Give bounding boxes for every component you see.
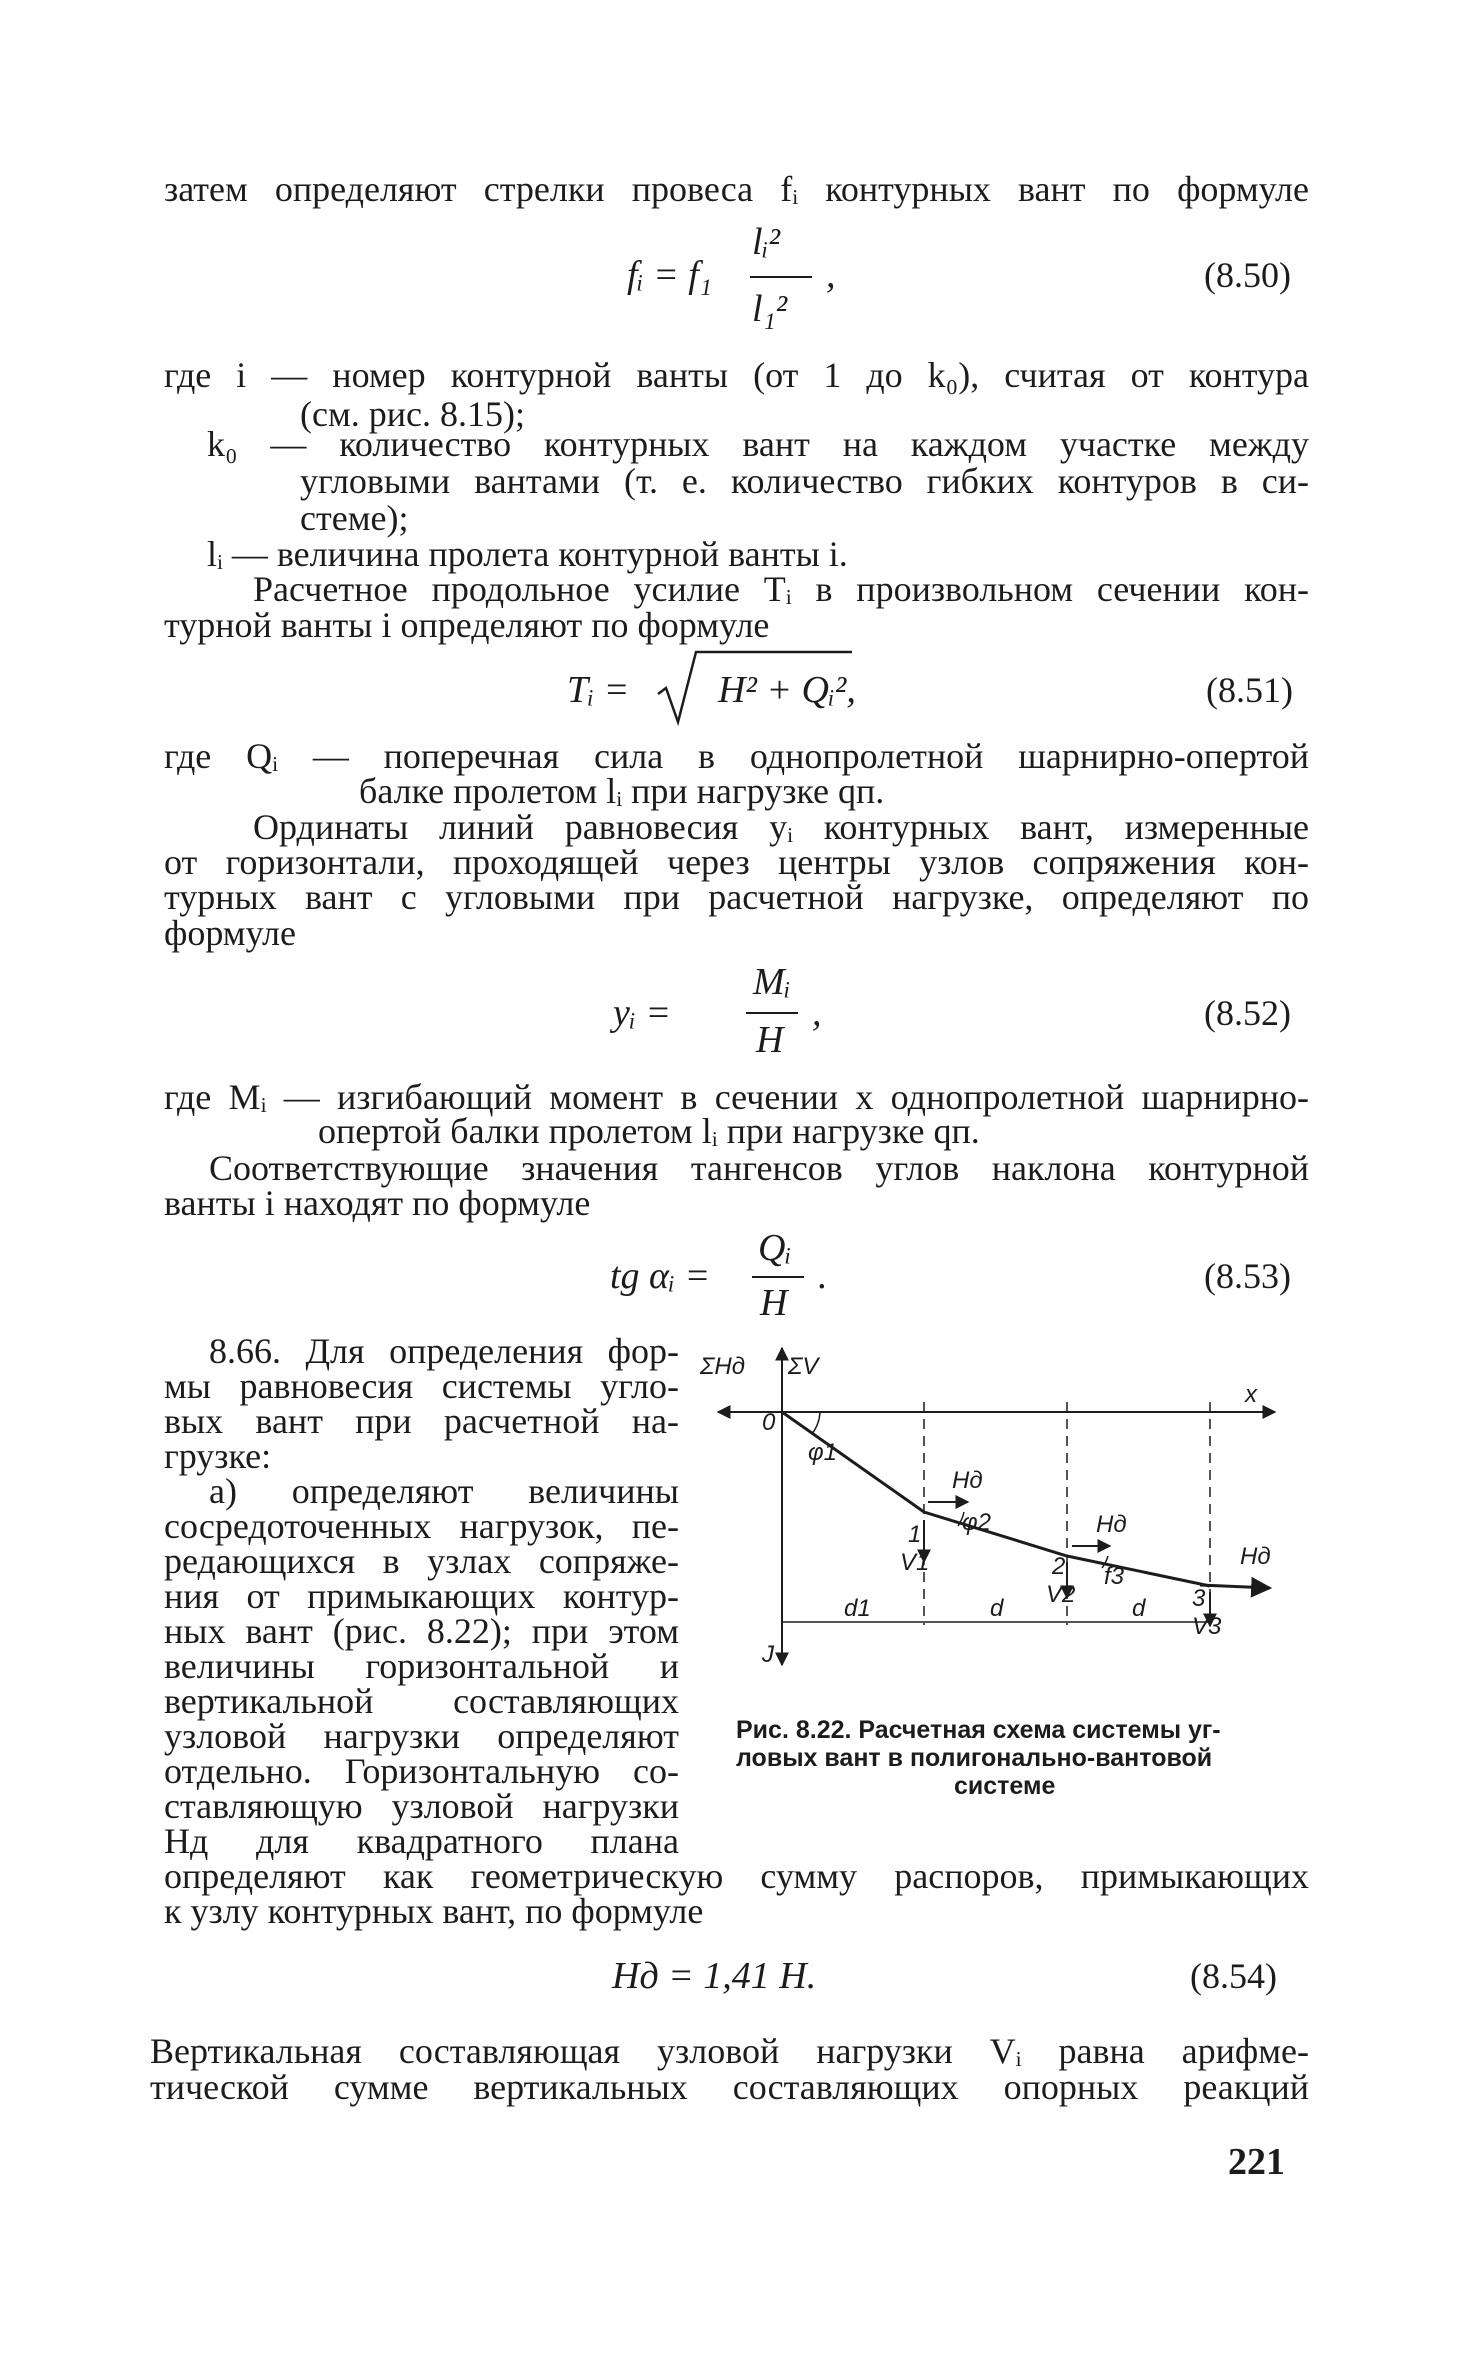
equation-number: (8.53) <box>1204 1256 1291 1296</box>
section-line: вых вант при расчетной на- <box>164 1401 679 1441</box>
label-d1: d1 <box>844 1595 871 1622</box>
label-f3: f3 <box>1104 1563 1125 1590</box>
eq-tail: , <box>812 992 822 1034</box>
equation-number: (8.50) <box>1204 255 1291 295</box>
paragraph-tg-line1: Соответствующие значения тангенсов углов наклона контурной <box>209 1148 1309 1188</box>
where-Q-line1: где Qᵢ — поперечная сила в однопролетной шарнирно-опертой <box>164 736 1309 776</box>
eq-numerator: lᵢ² <box>752 221 780 263</box>
equation-number: (8.52) <box>1204 993 1291 1033</box>
eq-radicand: H² + Qᵢ², <box>718 669 856 711</box>
eq-denominator: H <box>760 1282 788 1324</box>
section-wide-line1: определяют как геометрическую сумму распоров, примыкающих <box>164 1856 1309 1896</box>
label-phi2: φ2 <box>962 1509 992 1536</box>
paragraph-y-line3: турных вант с угловыми при расчетной нагрузке, определяют по <box>164 877 1309 917</box>
section-line: 8.66. Для определения фор- <box>209 1331 679 1371</box>
section-line: отдельно. Горизонтальную со- <box>164 1751 679 1791</box>
figure-caption-line3: системе <box>954 1772 1056 1800</box>
final-paragraph-line1: Вертикальная составляющая узловой нагрузки Vᵢ равна арифме- <box>150 2031 1309 2071</box>
paragraph-y-line4: формуле <box>164 913 296 953</box>
section-line: узловой нагрузки определяют <box>164 1716 679 1756</box>
equation-number: (8.51) <box>1206 670 1293 710</box>
where-k-line2: угловыми вантами (т. е. количество гибких контуров в си- <box>300 461 1309 501</box>
label-H1: Hд <box>952 1467 983 1494</box>
section-line: Hд для квадратного плана <box>164 1821 679 1861</box>
equation-number: (8.54) <box>1190 1956 1277 1996</box>
intro-line: затем определяют стрелки провеса fᵢ контурных вант по формуле <box>164 169 1309 209</box>
fraction-bar <box>752 1276 804 1278</box>
fraction-bar <box>750 276 812 278</box>
section-line: ных вант (рис. 8.22); при этом <box>164 1611 679 1651</box>
eq-numerator: Mᵢ <box>753 961 791 1003</box>
final-paragraph-line2: тической сумме вертикальных составляющих опорных реакций <box>150 2067 1309 2107</box>
label-node0: 0 <box>762 1409 776 1436</box>
fraction-bar <box>746 1012 798 1014</box>
label-V1: V1 <box>900 1549 930 1576</box>
paragraph-tg-line2: ванты i находят по формуле <box>164 1183 591 1223</box>
label-H2: Hд <box>1096 1511 1127 1538</box>
label-sumV: ΣV <box>788 1353 819 1380</box>
eq-lhs: tg αᵢ = <box>610 1255 711 1297</box>
section-line: а) определяют величины <box>209 1471 679 1511</box>
eq-numerator: Qᵢ <box>758 1227 792 1269</box>
eq-tail: . <box>818 1255 828 1297</box>
where-M-line1: где Mᵢ — изгибающий момент в сечении x однопролетной шарнирно- <box>164 1077 1309 1117</box>
section-line: вертикальной составляющих <box>164 1681 679 1721</box>
eq-lhs: fᵢ = f₁ <box>627 254 712 296</box>
section-line: сосредоточенных нагрузок, пе- <box>164 1506 679 1546</box>
eq-denominator: l₁² <box>752 288 788 330</box>
section-line: мы равновесия системы угло- <box>164 1366 679 1406</box>
label-phi1: φ1 <box>808 1439 838 1466</box>
label-sumH: ΣHд <box>700 1353 745 1380</box>
paragraph-y-line2: от горизонтали, проходящей через центры узлов сопряжения кон- <box>164 842 1309 882</box>
label-d2: d <box>990 1595 1004 1622</box>
label-H3: Hд <box>1240 1543 1271 1570</box>
where-k-line3: стеме); <box>300 498 409 538</box>
label-node1: 1 <box>908 1521 922 1548</box>
paragraph-T-line1: Расчетное продольное усилие Tᵢ в произвольном сечении кон- <box>253 569 1309 609</box>
where-M-line2: опертой балки пролетом lᵢ при нагрузке qп. <box>318 1111 980 1151</box>
where-k-line1: k₀ — количество контурных вант на каждом участке между <box>207 424 1309 464</box>
eq-lhs: yᵢ = <box>613 992 672 1034</box>
where-l-line: lᵢ — величина пролета контурной ванты i. <box>207 534 848 574</box>
section-wide-line2: к узлу контурных вант, по формуле <box>164 1891 704 1931</box>
where-i-line2: (см. рис. 8.15); <box>300 394 525 434</box>
eq-tail: , <box>826 254 836 296</box>
label-J: J <box>762 1641 774 1668</box>
where-i-line1: где i — номер контурной ванты (от 1 до k₀), считая от контура <box>164 355 1309 395</box>
page-number: 221 <box>1228 2141 1285 2183</box>
section-line: грузке: <box>164 1436 272 1476</box>
eq-expr: Hд = 1,41 H. <box>612 1955 817 1997</box>
section-line: ставляющую узловой нагрузки <box>164 1786 679 1826</box>
section-line: величины горизонтальной и <box>164 1646 679 1686</box>
figure-8-22 <box>700 1330 1320 1690</box>
label-V2: V2 <box>1046 1581 1076 1608</box>
label-V3: V3 <box>1192 1613 1222 1640</box>
eq-denominator: H <box>756 1019 784 1061</box>
where-Q-line2: балке пролетом lᵢ при нагрузке qп. <box>359 771 885 811</box>
label-node2: 2 <box>1052 1553 1066 1580</box>
eq-lhs: Tᵢ = <box>567 669 630 711</box>
paragraph-T-line2: турной ванты i определяют по формуле <box>164 605 770 645</box>
label-x: x <box>1245 1381 1257 1408</box>
equilibrium-polyline <box>782 1412 1210 1586</box>
section-line: ния от примыкающих контур- <box>164 1576 679 1616</box>
label-d3: d <box>1132 1595 1146 1622</box>
paragraph-y-line1: Ординаты линий равновесия yᵢ контурных вант, измеренные <box>253 807 1309 847</box>
label-node3: 3 <box>1192 1585 1206 1612</box>
figure-caption-line2: ловых вант в полигонально-вантовой <box>736 1744 1213 1772</box>
section-line: редающихся в узлах сопряже- <box>164 1541 679 1581</box>
figure-caption-line1: Рис. 8.22. Расчетная схема системы уг- <box>736 1716 1221 1744</box>
